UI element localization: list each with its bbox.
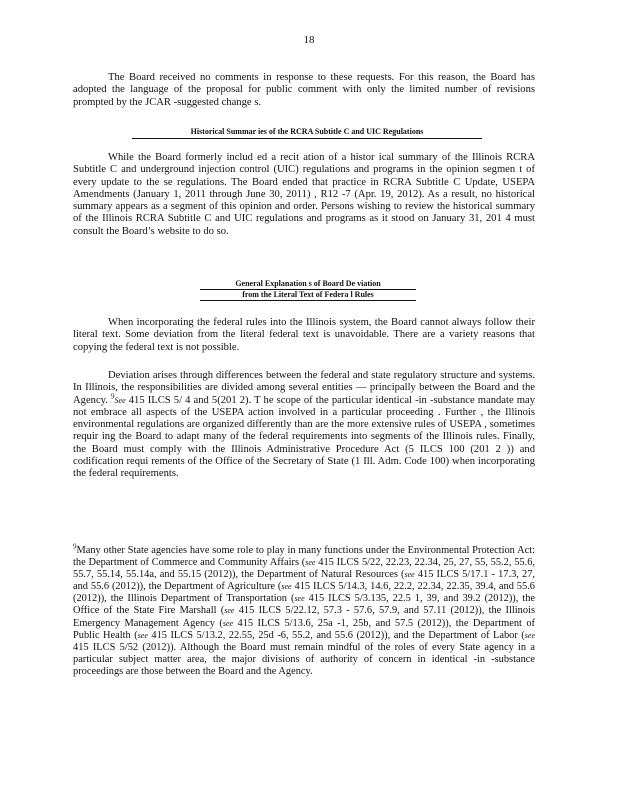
footnote-segment: Many other State agencies have some role to play in many functions under the Environmental Protection Act: the Department of Commerce and Community Affairs ( <box>73 545 535 569</box>
see-signal: See <box>114 395 126 405</box>
paragraph-comments-text: The Board received no comments in response to these requests. For this reason, the Board has adopted the language of the proposal for public comment with only the limited number of revisions prompted by the JCAR -suggested change s. <box>73 72 535 108</box>
paragraph-historical-summary <box>73 152 535 238</box>
footnote-body <box>73 542 536 677</box>
footnote-reference-mark[interactable]: 9 <box>111 392 115 401</box>
paragraph-deviation-part-1: Deviation arises through differences between the federal and state regulatory structure and systems. In Illinois, the responsibilities are divided among several entities — principally between the Board and the Agency. <box>73 370 535 406</box>
footnote <box>73 542 536 678</box>
footnote-text <box>73 542 536 678</box>
paragraph-deviation-text <box>73 370 535 481</box>
see-signal: see <box>305 558 316 568</box>
see-signal: see <box>222 618 234 628</box>
footnote-segment: 415 ILCS 5/22, 22.23, 22.34, 25, 27, 55, 55.2, 55.6, 55.7, 55.14, 55.14a, and 55.15 (2012)), the Department of Natural Resources ( <box>73 557 535 581</box>
footnote-segment: 415 ILCS 5/17.1 - 17.3, 27, and 55.6 (2012)), the Department of Agriculture ( <box>73 569 535 593</box>
footnote-segment: 415 ILCS 5/13.6, 25a -1, 25b, and 57.5 (2012)), the Department of Public Health ( <box>73 617 535 641</box>
footnote-segment: 415 ILCS 5/3.135, 22.5 1, 39, and 39.2 (2012)), the Office of the State Fire Marshall ( <box>73 593 536 617</box>
section-heading-historical-summaries <box>132 127 482 139</box>
paragraph-deviation <box>73 370 535 481</box>
section-heading-historical-summaries-text: Historical Summar ies of the RCRA Subtitle C and UIC Regulations <box>190 127 424 136</box>
paragraph-historical-summary-text: While the Board formerly includ ed a recit ation of a histor ical summary of the Illinois RCRA Subtitle C and underground injection control (UIC) regulations and programs in the opinion segmen t of every update to the se regulations. The Board ended that practice in RCRA Subtitle C Update, USEPA Amendments (January 1, 2011 through June 30, 2011) , R12 -7 (Apr. 19, 2012). As a result, no historical summary appears as a segment of this opinion and order. Persons wishing to review the historical summary of the Illinois RCRA Subtitle C and UIC regulations and programs as it stood on January 31, 201 4 must consult the Board’s website to do so. <box>73 152 535 237</box>
paragraph-comments <box>73 72 535 109</box>
footnote-segment: 415 ILCS 5/14.3, 14.6, 22.2, 22.34, 22.35, 39.4, and 55.6 (2012)), the Illinois Department of Transportation ( <box>73 581 535 605</box>
footnote-segment: 415 ILCS 5/22.12, 57.3 - 57.6, 57.9, and 57.11 (2012)), the Illinois Emergency Management Agency ( <box>73 605 535 629</box>
see-signal: see <box>224 606 235 616</box>
see-signal: see <box>281 582 292 592</box>
paragraph-deviation-part-2: 415 ILCS 5/ 4 and 5(201 2). T he scope of the particular identical -in -substance mandate may not embrace all aspects of the USEPA action involved in a particular proceeding . Further , the Illinois environmental regulations are organized differently than are the more extensive rules of USEPA , sometimes requir ing the Board to adapt many of the federal requirements into segments of the Illinois rules. Finally, the Board must comply with the Illinois Administrative Procedure Act (5 ILCS 100 (201 2 )) and codification requi rements of the Office of the Secretary of State (1 Ill. Adm. Code 100) when incorporating the federal requirements. <box>73 394 535 480</box>
section-heading-deviations-line-2: from the Literal Text of Federa l Rules <box>200 290 416 301</box>
paragraph-incorporating <box>73 317 535 354</box>
footnote-segment: 415 ILCS 5/13.2, 22.55, 25d -6, 55.2, and 55.6 (2012)), and the Department of Labor ( <box>147 629 525 641</box>
footnote-segment: 415 ILCS 5/52 (2012)). Although the Board must remain mindful of the roles of every State agency in a particular subject matter area, the major divisions of authority of concern in identical -in -substance proceedings are those between the Board and the Agency. <box>73 641 535 677</box>
paragraph-incorporating-text: When incorporating the federal rules into the Illinois system, the Board cannot always follow their literal text. Some deviation from the literal federal text is unavoidable. There are a variety reasons that copying the federal text is not possible. <box>73 317 535 353</box>
see-signal: see <box>137 630 148 640</box>
page-number: 18 <box>303 34 315 46</box>
see-signal: see <box>294 594 305 604</box>
see-signal: see <box>404 570 415 580</box>
section-heading-deviations <box>200 279 416 301</box>
footnote-mark: 9 <box>73 542 77 551</box>
see-signal: see <box>524 630 535 640</box>
section-heading-deviations-line-1: General Explanation s of Board De viation <box>200 279 416 290</box>
